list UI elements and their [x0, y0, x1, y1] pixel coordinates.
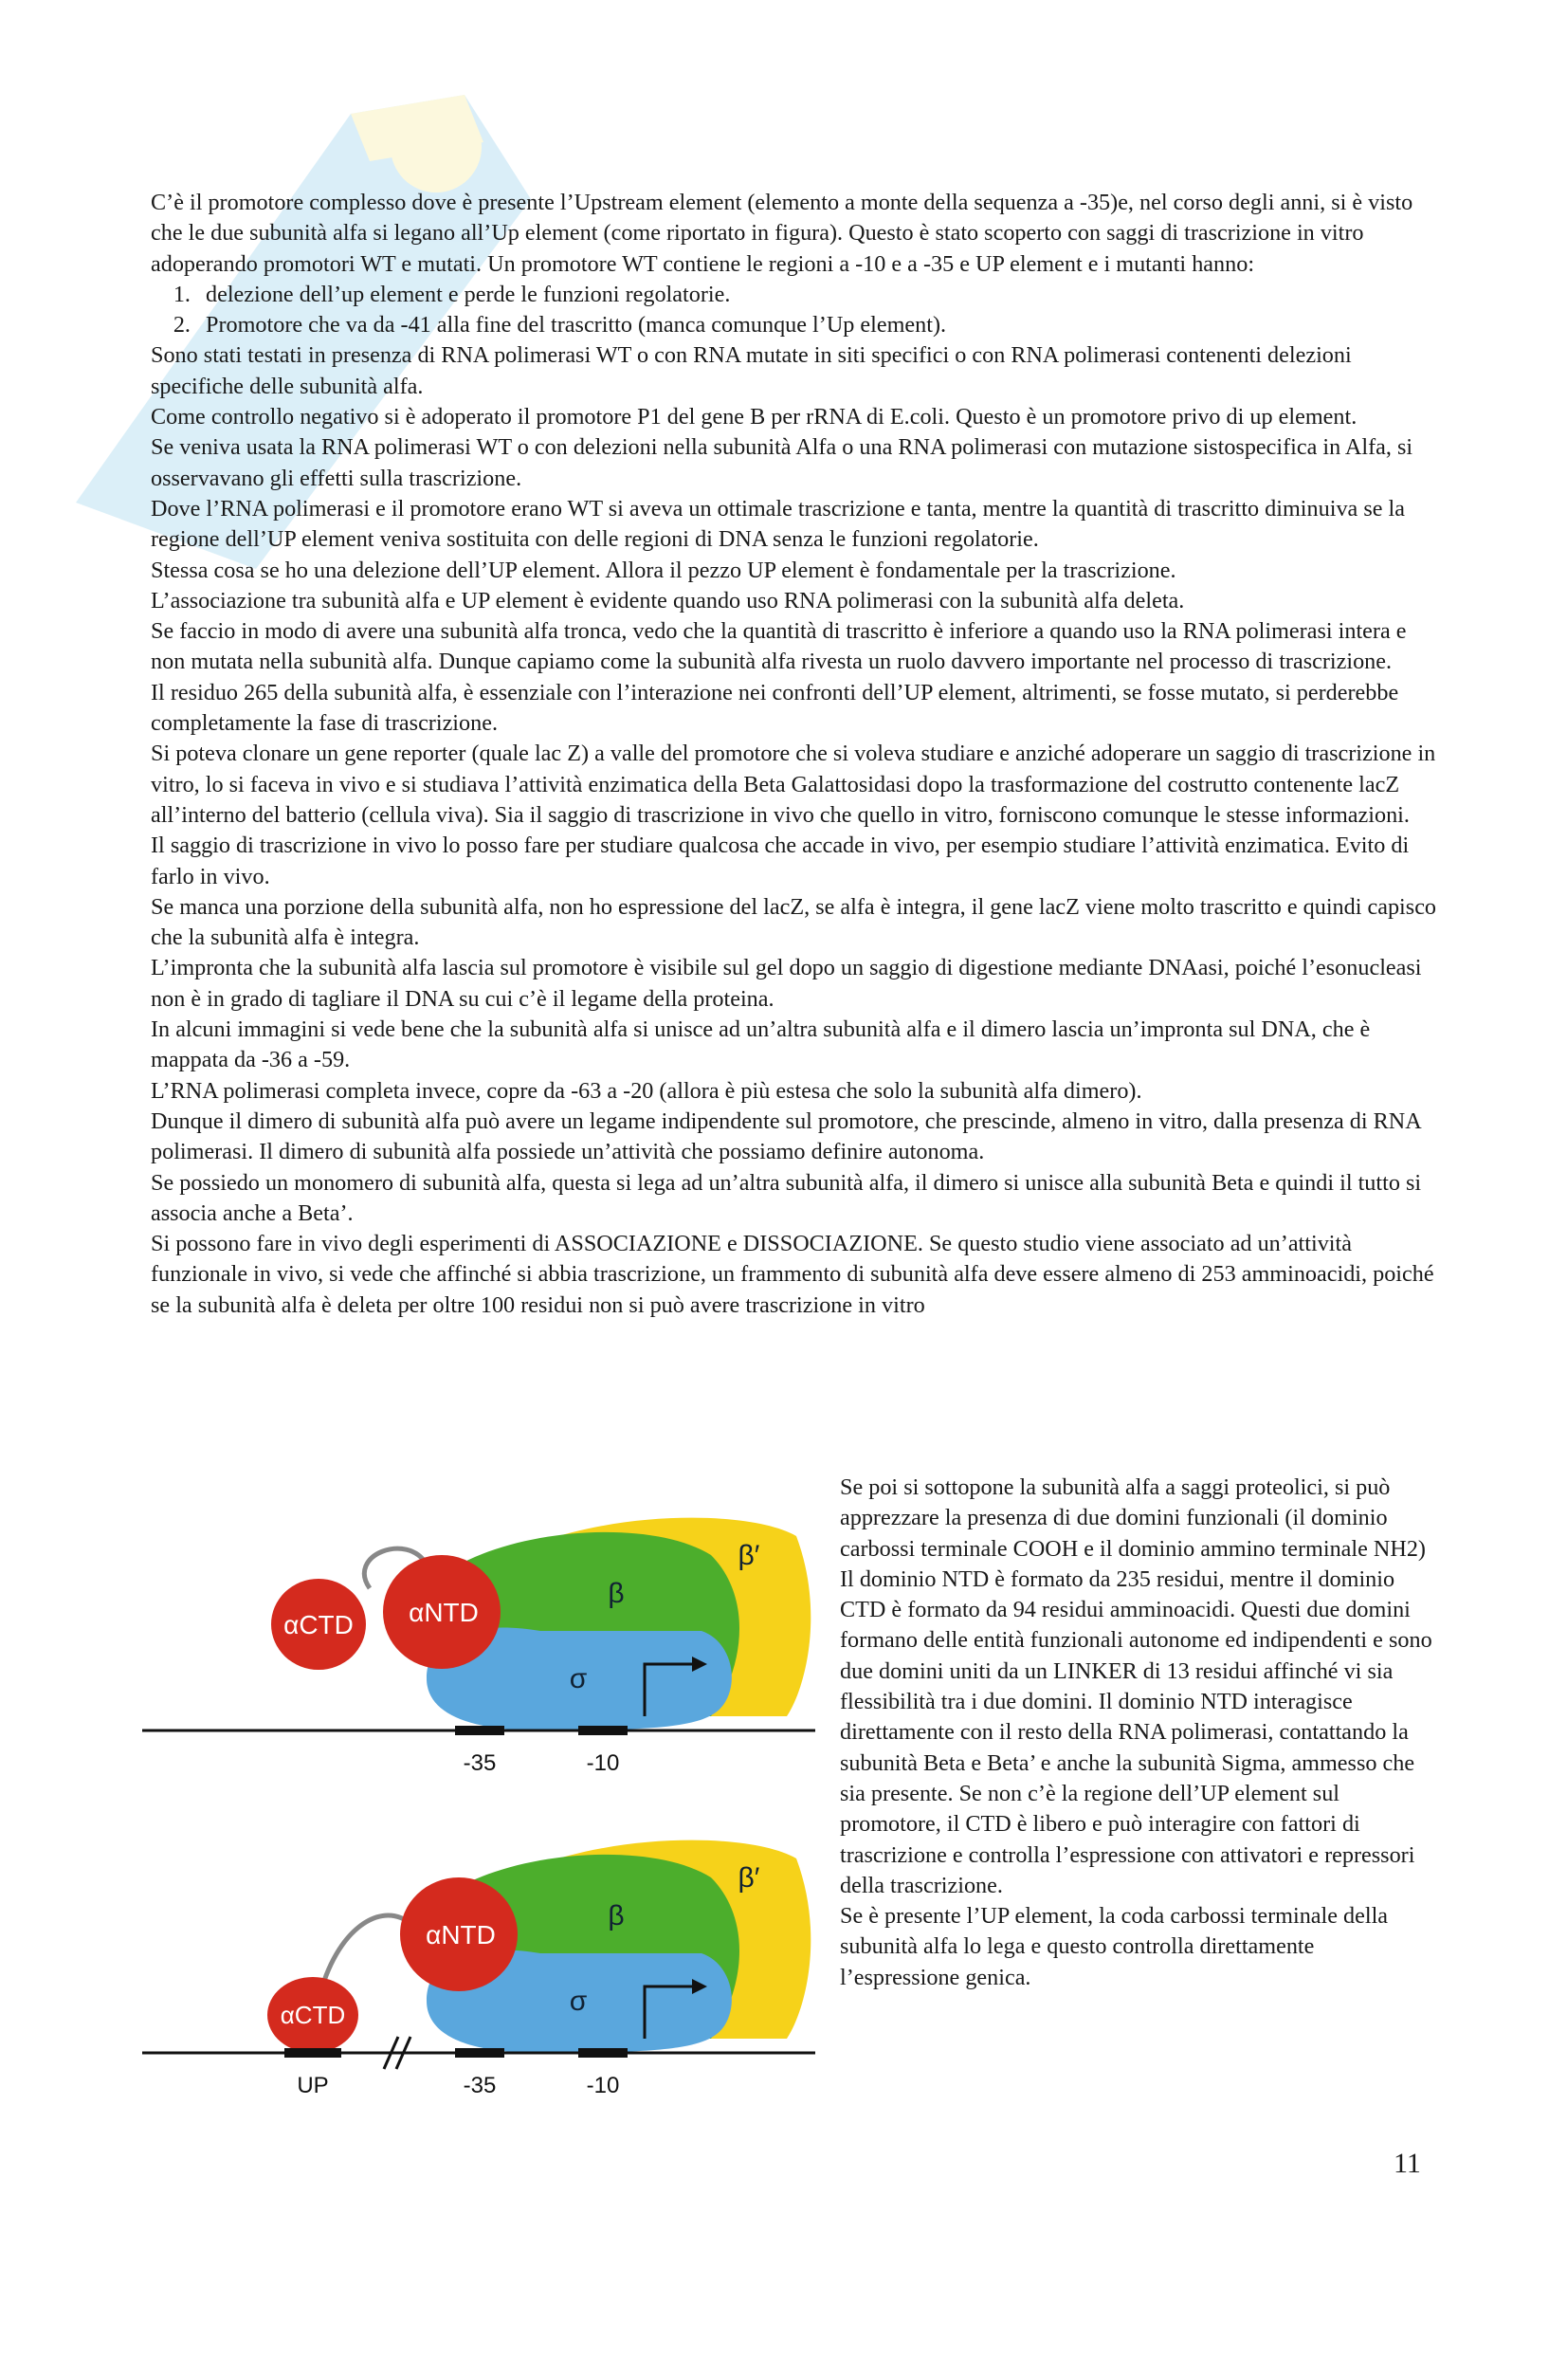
- body-text: [151, 188, 1440, 1321]
- page-number: 11: [1394, 2148, 1421, 2179]
- beta-label: β: [608, 1578, 625, 1609]
- paragraph: Come controllo negativo si è adoperato il promotore P1 del gene B per rRNA di E.coli. Questo è un promotore privo di up element.: [151, 404, 1357, 430]
- paragraph: L’impronta che la subunità alfa lascia sul promotore è visibile sul gel dopo un saggio di digestione mediante DNAasi, poiché l’esonucleasi non è in grado di tagliare il DNA su cui c’è il legame della proteina.: [151, 955, 1422, 1012]
- beta-prime-label: β′: [738, 1540, 760, 1571]
- paragraph: Stessa cosa se ho una delezione dell’UP element. Allora il pezzo UP element è fondamentale per la trascrizione.: [151, 557, 1176, 583]
- ctd-label: αCTD: [283, 1610, 354, 1639]
- side-text: [840, 1473, 1437, 1993]
- mutant-list: [151, 280, 1440, 341]
- paragraph: L’RNA polimerasi completa invece, copre da -63 a -20 (allora è più estesa che solo la subunità alfa dimero).: [151, 1077, 1142, 1104]
- ntd-label: αNTD: [426, 1920, 496, 1950]
- ctd-label: αCTD: [280, 2001, 346, 2029]
- paragraph: Il residuo 265 della subunità alfa, è essenziale con l’interazione nei confronti dell’UP element, altrimenti, se fosse mutato, si perderebbe completamente la fase di trascrizione.: [151, 679, 1399, 737]
- paragraph: Se faccio in modo di avere una subunità alfa tronca, vedo che la quantità di trascritto è inferiore a quando uso la RNA polimerasi intera e non mutata nella subunità alfa. Dunque capiamo come la subunità alfa rivesta un ruolo davvero importante nel processo di trascrizione.: [151, 618, 1407, 675]
- label-up: UP: [297, 2073, 329, 2098]
- paragraph: Dove l’RNA polimerasi e il promotore erano WT si aveva un ottimale trascrizione e tanta, mentre la quantità di trascritto diminuiva se la regione dell’UP element veniva sostituita con delle regioni di DNA senza le funzioni regolatorie.: [151, 495, 1405, 553]
- paragraph: L’associazione tra subunità alfa e UP element è evidente quando uso RNA polimerasi con la subunità alfa deleta.: [151, 587, 1185, 613]
- paragraph: Dunque il dimero di subunità alfa può avere un legame indipendente sul promotore, che prescinde, almeno in vitro, dalla presenza di RNA polimerasi. Il dimero di subunità alfa possiede un’attività che possiamo definire autonoma.: [151, 1108, 1421, 1165]
- paragraph: Se manca una porzione della subunità alfa, non ho espressione del lacZ, se alfa è integra, il gene lacZ viene molto trascritto e quindi capisco che la subunità alfa è integra.: [151, 893, 1437, 951]
- list-item: 2. Promotore che va da -41 alla fine del trascritto (manca comunque l’Up element).: [196, 310, 1440, 340]
- diagram-with-up: [142, 1840, 815, 2098]
- ntd-label: αNTD: [409, 1598, 479, 1627]
- paragraph: Se possiedo un monomero di subunità alfa, questa si lega ad un’altra subunità alfa, il dimero si unisce alla subunità Beta e quindi il tutto si associa anche a Beta’.: [151, 1169, 1422, 1226]
- sigma-label: σ: [569, 1663, 588, 1694]
- list-item: 1. delezione dell’up element e perde le funzioni regolatorie.: [196, 280, 1440, 310]
- sigma-label: σ: [569, 1986, 588, 2017]
- paragraph: Se è presente l’UP element, la coda carbossi terminale della subunità alfa lo lega e questo controlla direttamente l’espressione genica.: [840, 1903, 1389, 1990]
- paragraph: Il saggio di trascrizione in vivo lo posso fare per studiare qualcosa che accade in vivo, per esempio studiare l’attività enzimatica. Evito di farlo in vivo.: [151, 833, 1410, 889]
- paragraph: In alcuni immagini si vede bene che la subunità alfa si unisce ad un’altra subunità alfa e il dimero lascia un’impronta sul DNA, che è mappata da -36 a -59.: [151, 1016, 1371, 1073]
- label-minus35: -35: [463, 1750, 497, 1776]
- paragraph: Si poteva clonare un gene reporter (quale lac Z) a valle del promotore che si voleva studiare e anziché adoperare un saggio di trascrizione in vitro, lo si faceva in vivo e si studiava l’attività enzimatica della Beta Galattosidasi dopo la trasformazione del costrutto contenente lacZ all’interno del batterio (cellula viva). Sia il saggio di trascrizione in vivo che quello in vitro, forniscono comunque le stesse informazioni.: [151, 741, 1436, 828]
- label-minus10: -10: [586, 1750, 620, 1776]
- paragraph: Se veniva usata la RNA polimerasi WT o con delezioni nella subunità Alfa o una RNA polimerasi con mutazione sistospecifica in Alfa, si osservavano gli effetti sulla trascrizione.: [151, 434, 1413, 491]
- label-minus10: -10: [586, 2073, 620, 2098]
- label-minus35: -35: [463, 2073, 497, 2098]
- beta-label: β: [608, 1900, 625, 1931]
- paragraph: Sono stati testati in presenza di RNA polimerasi WT o con RNA mutate in siti specifici o con RNA polimerasi contenenti delezioni specifiche delle subunità alfa.: [151, 342, 1352, 399]
- paragraph: Se poi si sottopone la subunità alfa a saggi proteolici, si può apprezzare la presenza di due domini funzionali (il dominio carbossi terminale COOH e il dominio ammino terminale NH2) Il dominio NTD è formato da 235 residui, mentre il dominio CTD è formato da 94 residui amminoacidi. Questi due domini formano delle entità funzionali autonome ed indipendenti e sono due domini uniti da un LINKER di 13 residui affinché vi sia flessibilità tra i due domini. Il dominio NTD interagisce direttamente con il resto della RNA polimerasi, contattando la subunità Beta e Beta’ e anche la subunità Sigma, ammesso che sia presente. Se non c’è la regione dell’UP element sul promotore, il CTD è libero e può interagire con fattori di trascrizione e controlla l’espressione con attivatori e repressori della trascrizione.: [840, 1474, 1432, 1898]
- paragraph: Si possono fare in vivo degli esperimenti di ASSOCIAZIONE e DISSOCIAZIONE. Se questo studio viene associato ad un’attività funzionale in vivo, si vede che affinché si abbia trascrizione, un frammento di subunità alfa deve essere almeno di 253 amminoacidi, poiché se la subunità alfa è deleta per oltre 100 residui non si può avere trascrizione in vitro: [151, 1231, 1434, 1318]
- beta-prime-label: β′: [738, 1862, 760, 1894]
- diagram-no-up: [142, 1518, 815, 1776]
- paragraph-intro: C’è il promotore complesso dove è presente l’Upstream element (elemento a monte della sequenza a -35)e, nel corso degli anni, si è visto che le due subunità alfa si legano all’Up element (come riportato in figura). Questo è stato scoperto con saggi di trascrizione in vitro adoperando promotori WT e mutati. Un promotore WT contiene le regioni a -10 e a -35 e UP element e i mutanti hanno:: [151, 190, 1413, 277]
- rna-polymerase-figure: [142, 1498, 815, 2380]
